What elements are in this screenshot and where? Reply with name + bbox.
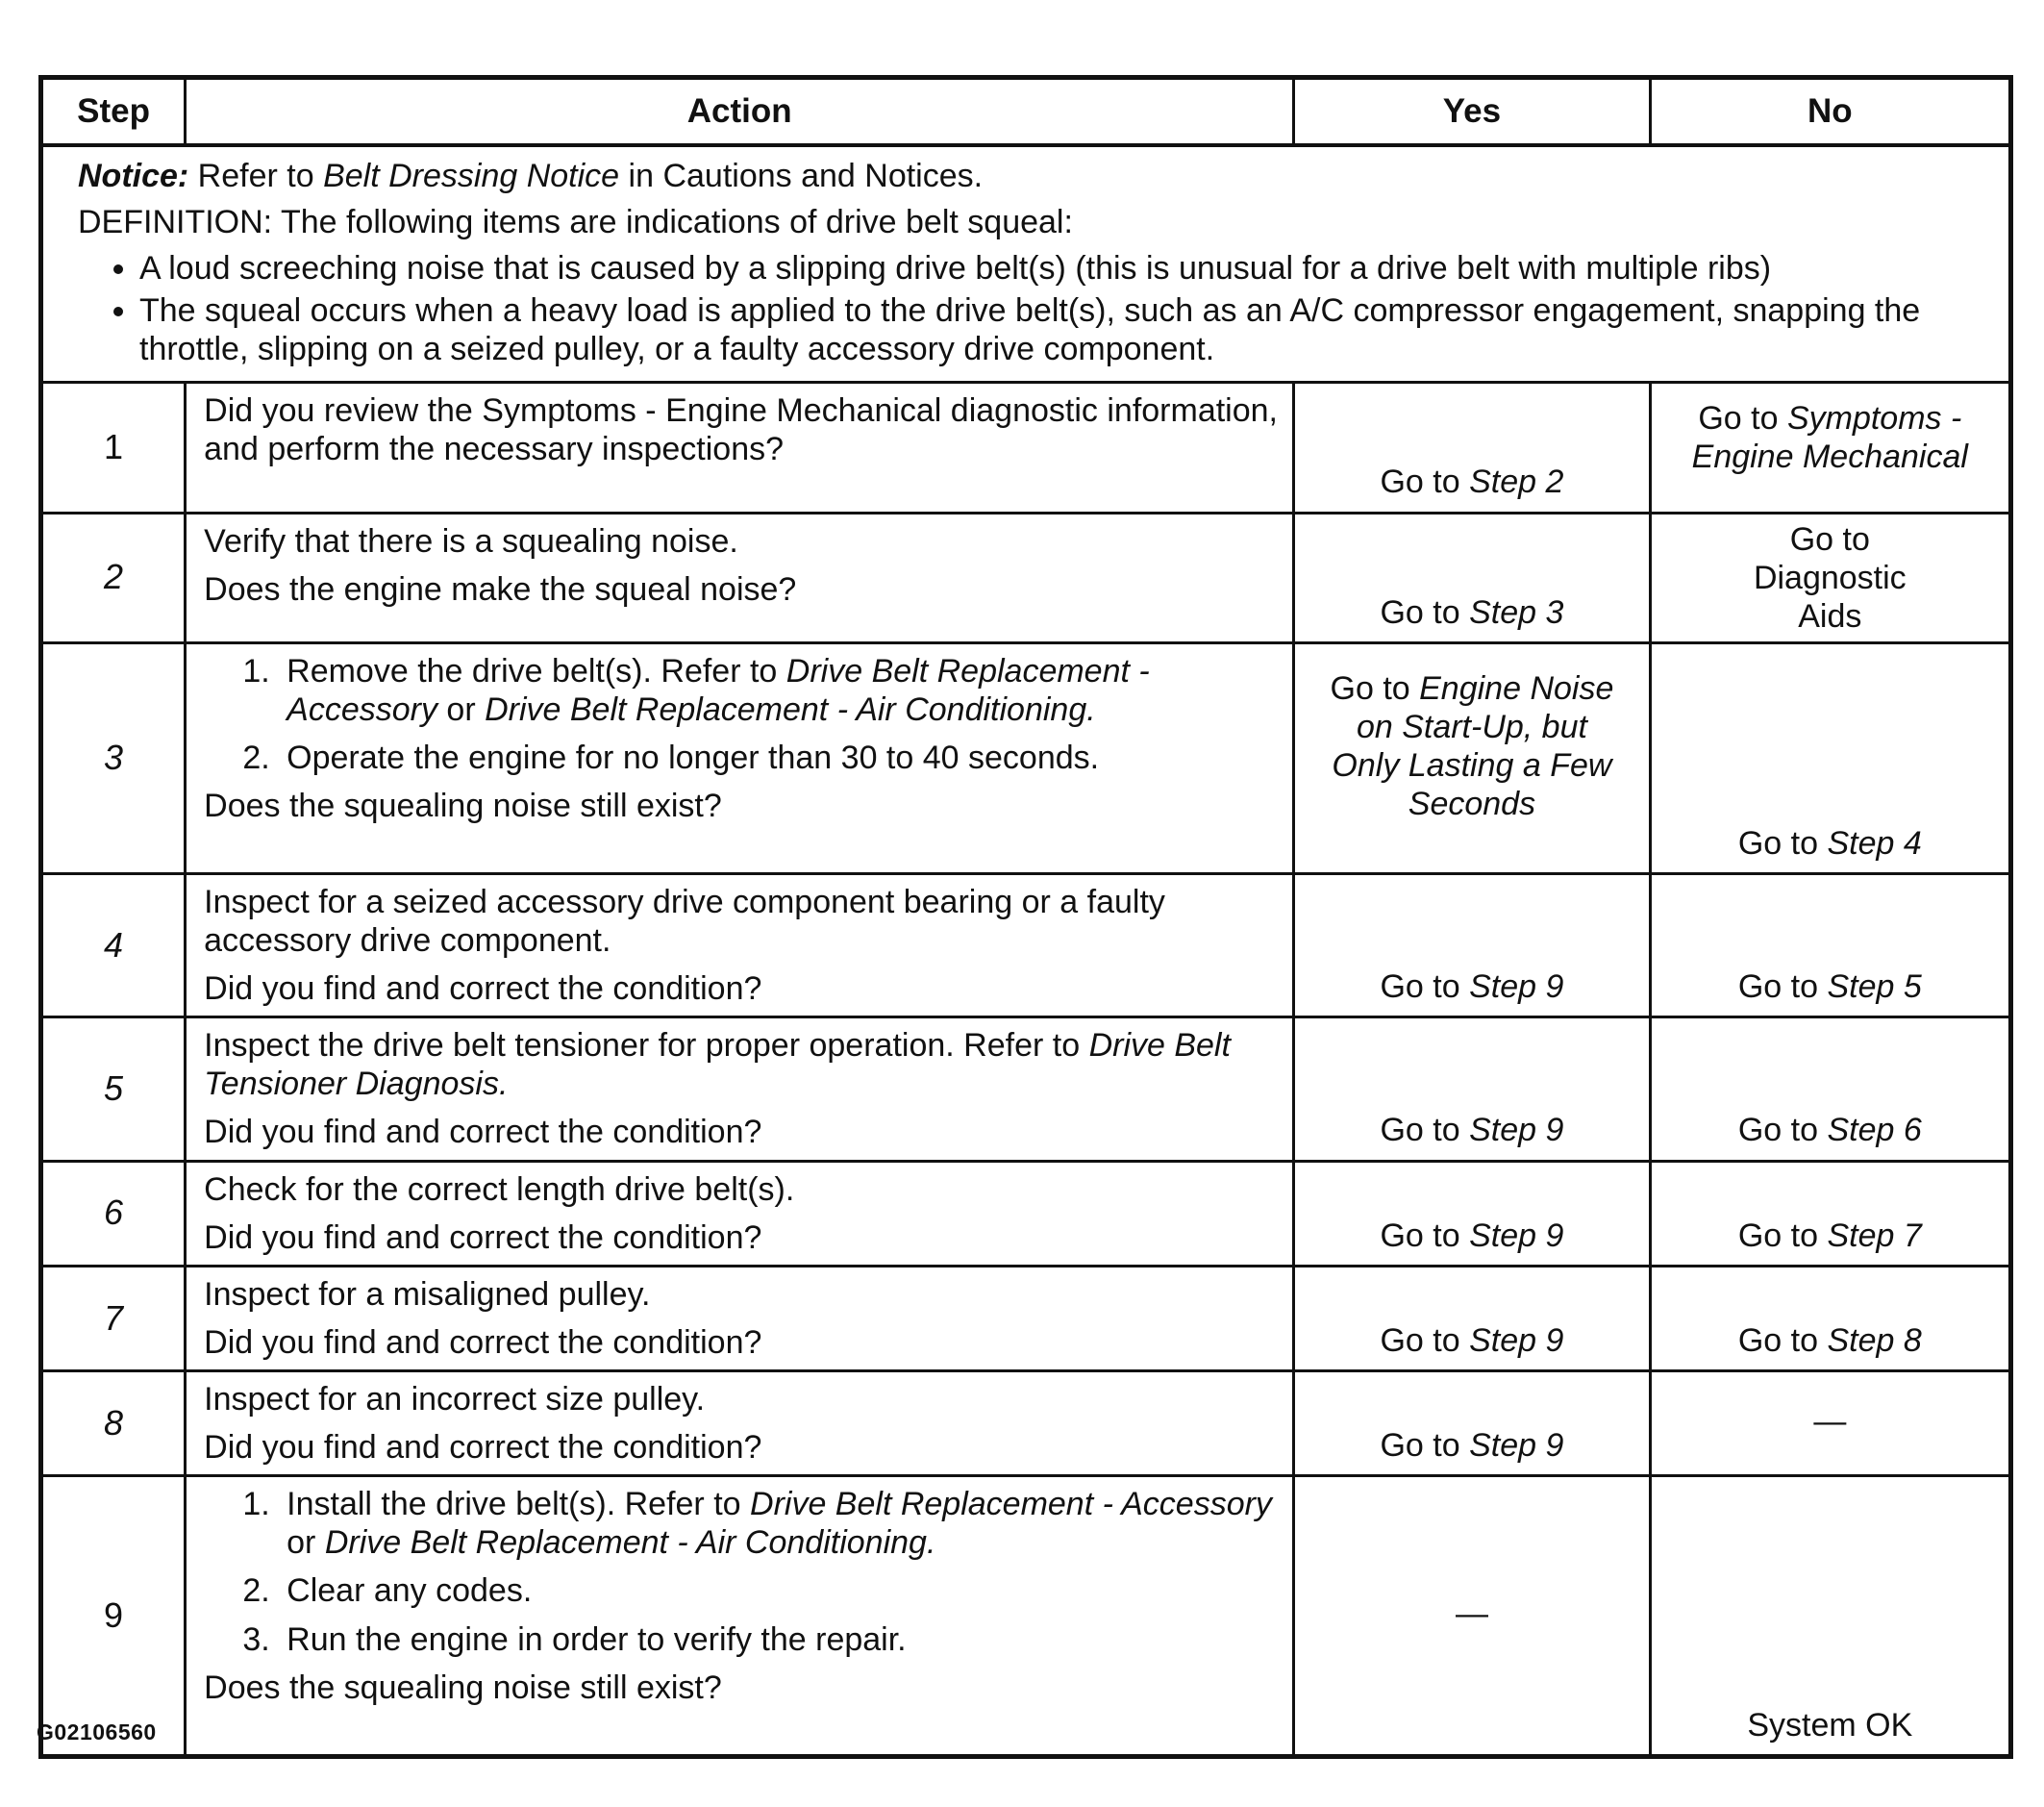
- action-cell: [186, 382, 1294, 513]
- yes-reference: Engine Noise on Start-Up, but Only Lasting a Few Seconds: [1332, 669, 1614, 823]
- yes-prefix: Go to: [1380, 464, 1470, 501]
- action-reference: Drive Belt Tensioner Diagnosis.: [204, 1027, 1231, 1103]
- no-cell: [1650, 1266, 2010, 1370]
- action-question: Did you find and correct the condition?: [204, 1114, 762, 1151]
- notice-line: [78, 157, 1989, 195]
- action-text: [204, 1026, 1279, 1103]
- yes-cell: [1294, 642, 1650, 873]
- action-step-text: Remove the drive belt(s). Refer to: [287, 652, 786, 690]
- action-step-text: Install the drive belt(s). Refer to: [287, 1486, 751, 1523]
- action-step: [279, 652, 1279, 729]
- yes-prefix: Go to: [1380, 1217, 1470, 1254]
- notice-post: in Cautions and Notices.: [619, 158, 984, 194]
- yes-reference: Step 9: [1469, 1321, 1564, 1359]
- action-question: Does the squealing noise still exist?: [204, 788, 722, 825]
- yes-cell: [1294, 1266, 1650, 1370]
- header-no: No: [1650, 78, 2010, 146]
- no-cell: [1650, 1017, 2010, 1161]
- action-question: Did you review the Symptoms - Engine Mechanical diagnostic information, and perform the necessary inspections?: [204, 391, 1278, 467]
- definition-list: [78, 249, 1989, 368]
- action-reference: Drive Belt Replacement - Air Conditioning.: [485, 690, 1096, 728]
- step-number: 1: [41, 382, 186, 513]
- action-step: 2. Operate the engine for no longer than 30 to 40 seconds.: [279, 739, 1279, 777]
- yes-reference: Step 9: [1469, 1427, 1564, 1465]
- no-prefix: Go to: [1737, 968, 1828, 1006]
- no-reference: Step 6: [1827, 1112, 1922, 1149]
- table-row-step-1: [41, 382, 2011, 513]
- table-row-step-9: [41, 1476, 2011, 1757]
- action-steps: [204, 652, 1279, 777]
- no-cell: [1650, 1161, 2010, 1266]
- yes-cell: [1294, 382, 1650, 513]
- no-reference: Step 4: [1827, 824, 1922, 862]
- action-step: 3. Run the engine in order to verify the repair.: [279, 1620, 1279, 1659]
- notice-cell: [41, 145, 2011, 382]
- table-row-step-5: [41, 1017, 2011, 1161]
- step-number: 9: [41, 1476, 186, 1757]
- yes-cell: [1294, 1161, 1650, 1266]
- no-reference: Symptoms - Engine Mechanical: [1691, 399, 1968, 475]
- yes-prefix: Go to: [1380, 1321, 1470, 1359]
- notice-pre: Refer to: [188, 158, 324, 194]
- figure-id: G02106560: [37, 1719, 157, 1744]
- yes-cell: [1294, 1370, 1650, 1475]
- table-row-step-6: [41, 1161, 2011, 1266]
- no-cell: [1650, 382, 2010, 513]
- no-cell: [1650, 873, 2010, 1016]
- action-reference: Drive Belt Replacement - Accessory: [750, 1486, 1272, 1523]
- table-row-step-4: [41, 873, 2011, 1016]
- action-cell: [186, 513, 1294, 642]
- diagnostic-table: [38, 75, 2013, 1759]
- action-text: Verify that there is a squealing noise.: [204, 522, 738, 560]
- yes-cell: [1294, 1017, 1650, 1161]
- action-reference: Drive Belt Replacement - Accessory: [287, 652, 1150, 728]
- step-number: 8: [41, 1370, 186, 1475]
- yes-reference: Step 3: [1469, 593, 1564, 631]
- no-reference: Step 7: [1827, 1217, 1922, 1254]
- yes-prefix: Go to: [1380, 1427, 1470, 1465]
- action-cell: [186, 1266, 1294, 1370]
- no-result: System OK: [1747, 1707, 1913, 1744]
- action-cell: [186, 1370, 1294, 1475]
- action-cell: [186, 1161, 1294, 1266]
- table-row-step-3: [41, 642, 2011, 873]
- definition-item: • The squeal occurs when a heavy load is applied to the drive belt(s), such as an A/C compressor engagement, snapping the throttle, slipping on a seized pulley, or a faulty accessory drive component.: [139, 291, 1989, 368]
- action-reference: Drive Belt Replacement - Air Conditioning.: [324, 1524, 936, 1562]
- step-number: 3: [41, 642, 186, 873]
- action-text: Inspect for a seized accessory drive component bearing or a faulty accessory drive component.: [204, 883, 1165, 959]
- notice-label: Notice:: [78, 158, 189, 194]
- action-text-part: Inspect the drive belt tensioner for proper operation. Refer to: [204, 1027, 1089, 1065]
- action-text: Inspect for an incorrect size pulley.: [204, 1380, 706, 1418]
- action-text: Inspect for a misaligned pulley.: [204, 1275, 651, 1313]
- yes-result: —: [1455, 1595, 1488, 1633]
- step-number: 2: [41, 513, 186, 642]
- no-reference: Step 8: [1827, 1321, 1922, 1359]
- step-number: 7: [41, 1266, 186, 1370]
- yes-reference: Step 9: [1469, 1112, 1564, 1149]
- notice-row: [41, 145, 2011, 382]
- yes-cell: [1294, 513, 1650, 642]
- action-question: Did you find and correct the condition?: [204, 970, 762, 1008]
- action-cell: [186, 642, 1294, 873]
- action-question: Does the engine make the squeal noise?: [204, 570, 797, 608]
- yes-reference: Step 9: [1469, 968, 1564, 1006]
- yes-cell: [1294, 1476, 1650, 1757]
- action-cell: [186, 1017, 1294, 1161]
- action-step-text: or: [287, 1524, 325, 1562]
- header-action: Action: [186, 78, 1294, 146]
- step-number: 4: [41, 873, 186, 1016]
- action-step-text: or: [436, 690, 486, 728]
- action-question: Did you find and correct the condition?: [204, 1429, 762, 1467]
- action-step: [279, 1485, 1279, 1562]
- no-cell: [1650, 642, 2010, 873]
- action-question: Did you find and correct the condition?: [204, 1323, 762, 1361]
- no-cell: [1650, 1476, 2010, 1757]
- yes-prefix: Go to: [1330, 669, 1420, 707]
- no-cell: [1650, 1370, 2010, 1475]
- action-cell: [186, 873, 1294, 1016]
- no-prefix: Go to: [1737, 1112, 1828, 1149]
- action-question: Did you find and correct the condition?: [204, 1218, 762, 1256]
- header-row: [41, 78, 2011, 146]
- no-prefix: Go to: [1737, 824, 1828, 862]
- action-step: 2. Clear any codes.: [279, 1571, 1279, 1610]
- action-question: Does the squealing noise still exist?: [204, 1669, 722, 1706]
- action-cell: [186, 1476, 1294, 1757]
- table-row-step-8: [41, 1370, 2011, 1475]
- no-reference: Step 5: [1827, 968, 1922, 1006]
- yes-prefix: Go to: [1380, 968, 1470, 1006]
- yes-prefix: Go to: [1380, 1112, 1470, 1149]
- yes-prefix: Go to: [1380, 593, 1470, 631]
- yes-reference: Step 9: [1469, 1217, 1564, 1254]
- header-yes: Yes: [1294, 78, 1650, 146]
- no-prefix: Go to: [1737, 1321, 1828, 1359]
- table-row-step-2: [41, 513, 2011, 642]
- table-row-step-7: [41, 1266, 2011, 1370]
- action-steps: [204, 1485, 1279, 1658]
- definition-line: DEFINITION: The following items are indications of drive belt squeal:: [78, 204, 1073, 241]
- yes-reference: Step 2: [1469, 464, 1564, 501]
- no-prefix: Go to: [1737, 1217, 1828, 1254]
- step-number: 5: [41, 1017, 186, 1161]
- no-result: Go to Diagnostic Aids: [1753, 520, 1907, 635]
- no-result: —: [1813, 1403, 1847, 1441]
- yes-cell: [1294, 873, 1650, 1016]
- action-text: Check for the correct length drive belt(s).: [204, 1170, 795, 1208]
- no-cell: [1650, 513, 2010, 642]
- no-prefix: Go to: [1698, 399, 1787, 437]
- step-number: 6: [41, 1161, 186, 1266]
- definition-item: • A loud screeching noise that is caused by a slipping drive belt(s) (this is unusual for a drive belt with multiple ribs): [139, 249, 1989, 288]
- notice-reference: Belt Dressing Notice: [323, 158, 620, 194]
- header-step: Step: [41, 78, 186, 146]
